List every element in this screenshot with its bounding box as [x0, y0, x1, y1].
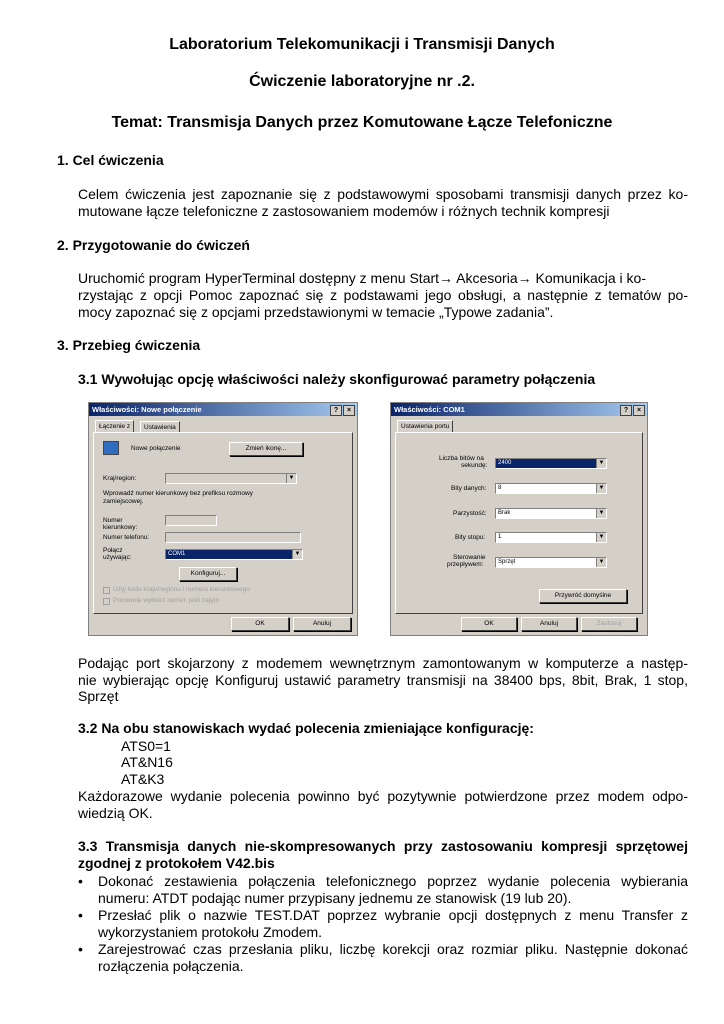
- subsection-3-3-heading-1: 3.3 Transmisja danych nie-skompresowanych przy zastosowaniu kompresji sprzętowej: [78, 838, 688, 854]
- baud-rate-value: 2400: [498, 460, 512, 466]
- help-icon[interactable]: ?: [330, 405, 342, 416]
- section-2-heading: 2. Przygotowanie do ćwiczeń: [57, 237, 250, 253]
- use-country-code-checkbox[interactable]: [103, 587, 110, 594]
- section-3-heading: 3. Przebieg ćwiczenia: [57, 337, 201, 353]
- accessories-text: Akcesoria: [453, 270, 518, 286]
- dialog-1-titlebar: [89, 403, 357, 416]
- start-text: Uruchomić program HyperTerminal dostępny z menu Start: [78, 270, 440, 286]
- section-2-line-3: mocy zapoznać się z opcjami przedstawionymi w temacie „Typowe zadania”.: [78, 304, 554, 320]
- chevron-down-icon: ▼: [596, 459, 606, 468]
- connect-using-value: COM1: [168, 551, 186, 557]
- phone-number-input[interactable]: [165, 532, 301, 543]
- connection-name: Nowe połączenie: [131, 445, 181, 452]
- area-code-label-2: kierunkowy:: [103, 524, 138, 531]
- subsection-3-2-heading: 3.2 Na obu stanowiskach wydać polecenia zmieniające konfigurację:: [78, 720, 534, 736]
- dialog-new-connection-properties: [88, 402, 358, 636]
- bullet-icon: •: [78, 907, 83, 923]
- bullet-icon: •: [78, 873, 83, 889]
- baud-label-2: sekundę:: [461, 462, 488, 469]
- chevron-down-icon: ▼: [286, 474, 296, 483]
- change-icon-button[interactable]: Zmień ikonę...: [229, 442, 303, 456]
- subsection-3-3-heading-2: zgodnej z protokołem V42.bis: [78, 855, 275, 871]
- close-icon[interactable]: ×: [343, 405, 355, 416]
- after-commands-line-1: Każdorazowe wydanie polecenia powinno być pozytywnie potwierdzone przez modem odpo-: [78, 788, 688, 804]
- bullet-3-line-1: Zarejestrować czas przesłania pliku, liczbę korekcji oraz rozmiar pliku. Następnie dokonać: [98, 941, 688, 957]
- section-2-line-2: rzystając z opcji Pomoc zapoznać się z podstawami jego obsługi, a następnie z tematów po-: [78, 287, 688, 303]
- after-images-line-3: Sprzęt: [78, 688, 119, 704]
- arrow-right-icon: →: [439, 270, 454, 286]
- exercise-title: Ćwiczenie laboratoryjne nr .2.: [249, 73, 475, 90]
- redial-checkbox[interactable]: [103, 598, 110, 605]
- bullet-1-line-2: numeru: ATDT podając numer przypisany jednemu ze stanowisk (19 lub 20).: [98, 890, 572, 906]
- tab-port-settings[interactable]: Ustawienia portu: [397, 420, 453, 432]
- flow-control-label-1: Sterowanie: [453, 554, 486, 561]
- bullet-2-line-1: Przesłać plik o nazwie TEST.DAT poprzez wybranie opcji dostępnych z menu Transfer z: [98, 907, 688, 923]
- after-images-line-1: Podając port skojarzony z modemem wewnętrznym zamontowanym w komputerze a następ-: [78, 655, 688, 671]
- parity-value: Brak: [498, 510, 511, 516]
- connect-using-select[interactable]: [165, 549, 303, 560]
- cancel-button[interactable]: Anuluj: [293, 617, 351, 631]
- chevron-down-icon: ▼: [596, 509, 606, 518]
- document-title: Laboratorium Telekomunikacji i Transmisji Danych: [169, 36, 555, 53]
- subsection-3-1-heading: 3.1 Wywołując opcję właściwości należy skonfigurować parametry połączenia: [78, 371, 596, 387]
- connect-using-label-2: używając:: [103, 554, 132, 561]
- bullet-3-line-2: rozłączenia połączenia.: [98, 958, 244, 974]
- chevron-down-icon: ▼: [596, 484, 606, 493]
- dialog-1-title: Właściwości: Nowe połączenie: [92, 405, 202, 414]
- close-icon[interactable]: ×: [633, 405, 645, 416]
- command-atk3: AT&K3: [121, 771, 165, 787]
- dialog-2-titlebar: [391, 403, 647, 416]
- communication-text: Komunikacja i ko-: [531, 270, 647, 286]
- area-hint-line-1: Wprowadź numer kierunkowy bez prefiksu rozmowy: [103, 490, 253, 497]
- ok-button[interactable]: OK: [461, 617, 517, 631]
- parity-select[interactable]: [495, 508, 607, 519]
- command-ats0: ATS0=1: [121, 738, 171, 754]
- area-code-input[interactable]: [165, 515, 217, 526]
- stop-bits-select[interactable]: [495, 532, 607, 543]
- area-code-label-1: Numer: [103, 517, 123, 524]
- apply-button[interactable]: Zastosuj: [581, 617, 637, 631]
- configure-button[interactable]: Konfiguruj...: [179, 567, 237, 581]
- bullet-icon: •: [78, 941, 83, 957]
- ok-button[interactable]: OK: [231, 617, 289, 631]
- phone-connection-icon: [103, 441, 119, 455]
- section-1-line-2: mutowane łącze telefoniczne z zastosowaniem modemów i różnych technik kompresji: [78, 203, 610, 219]
- topic-title: Temat: Transmisja Danych przez Komutowane Łącze Telefoniczne: [111, 114, 613, 131]
- use-country-code-label: Użyj kodu kraju/regionu i numeru kierunkowego: [113, 586, 250, 593]
- baud-rate-select[interactable]: [495, 458, 607, 469]
- section-1-heading: 1. Cel ćwiczenia: [57, 152, 164, 168]
- country-label: Kraj/region:: [103, 475, 137, 482]
- stop-bits-label: Bity stopu:: [455, 534, 486, 541]
- chevron-down-icon: ▼: [596, 558, 606, 567]
- dialog-2-title: Właściwości: COM1: [394, 405, 465, 414]
- flow-control-value: Sprzęt: [498, 559, 516, 565]
- data-bits-label: Bity danych:: [451, 485, 487, 492]
- area-hint-line-2: zamiejscowej.: [103, 498, 144, 505]
- bullet-2-line-2: wykorzystaniem protokołu Zmodem.: [98, 924, 323, 940]
- bullet-1-line-1: Dokonać zestawienia połączenia telefonicznego poprzez wydanie polecenia wybierania: [98, 873, 688, 889]
- section-2-line-1: [78, 270, 688, 287]
- restore-defaults-button[interactable]: Przywróć domyślne: [539, 589, 627, 603]
- chevron-down-icon: ▼: [596, 533, 606, 542]
- after-images-line-2: nie wybierając opcję Konfiguruj ustawić parametry transmisji na 38400 bps, 8bit, Brak, 1 stop,: [78, 672, 688, 688]
- stop-bits-value: 1: [498, 534, 502, 540]
- cancel-button[interactable]: Anuluj: [521, 617, 577, 631]
- arrow-right-icon: →: [517, 270, 532, 286]
- parity-label: Parzystość:: [453, 510, 487, 517]
- data-bits-value: 8: [498, 485, 502, 491]
- tab-connect-to[interactable]: Łączenie z: [95, 420, 134, 432]
- chevron-down-icon: ▼: [292, 550, 302, 559]
- command-atn16: AT&N16: [121, 754, 173, 770]
- dialog-com1-properties: [390, 402, 648, 636]
- flow-control-label-2: przepływem:: [447, 561, 484, 568]
- section-1-line-1: Celem ćwiczenia jest zapoznanie się z podstawowymi sposobami transmisji danych przez ko-: [78, 186, 688, 202]
- tab-settings[interactable]: Ustawienia: [140, 421, 180, 433]
- baud-label-1: Liczba bitów na: [439, 455, 484, 462]
- redial-label: Ponownie wybierz numer, jeśli zajęto: [113, 597, 220, 604]
- data-bits-select[interactable]: [495, 483, 607, 494]
- country-select[interactable]: [165, 473, 297, 484]
- phone-number-label: Numer telefonu:: [103, 534, 150, 541]
- flow-control-select[interactable]: [495, 557, 607, 568]
- after-commands-line-2: wiedzią OK.: [78, 805, 153, 821]
- connect-using-label-1: Połącz: [103, 547, 123, 554]
- help-icon[interactable]: ?: [620, 405, 632, 416]
